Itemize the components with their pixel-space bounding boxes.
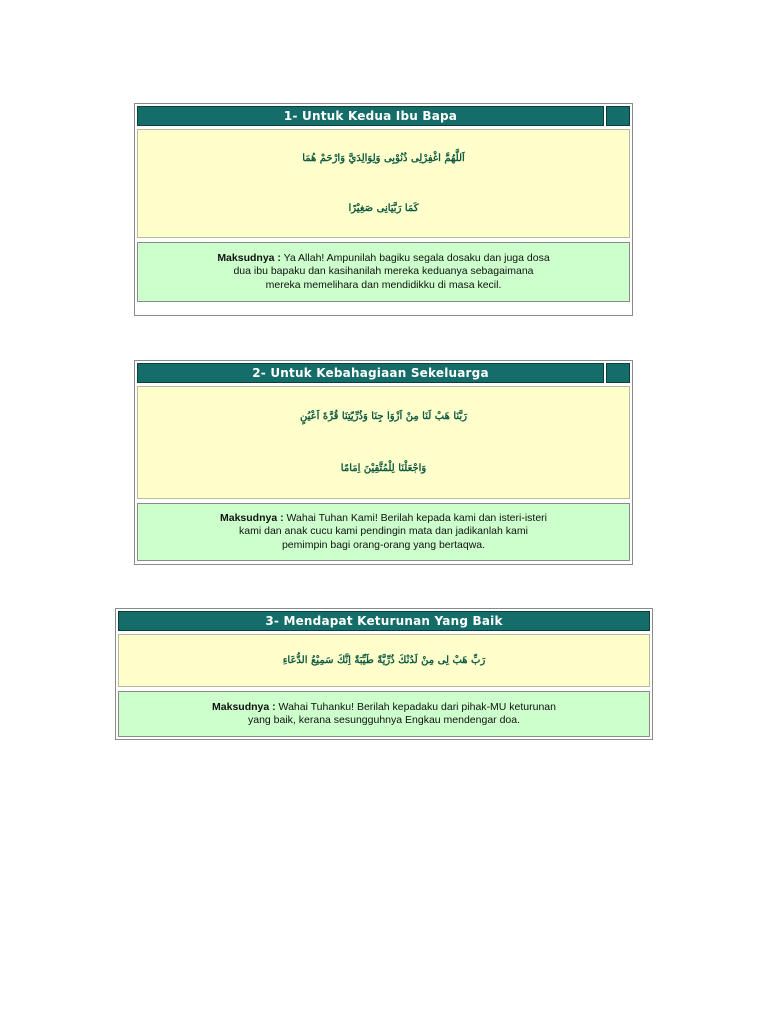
arabic-line: رَبَّنَا هَبْ لَنَا مِنْ اَزْوَا جِنَا وَذُرِّيّتِنَا قُرَّةَ اَعْيُنٍ bbox=[299, 410, 468, 422]
card-header bbox=[137, 106, 630, 126]
doa-card-1 bbox=[134, 103, 633, 316]
meaning-line bbox=[138, 252, 629, 266]
meaning-text: Wahai Tuhan Kami! Berilah kepada kami dan isteri-isteri bbox=[286, 511, 547, 524]
arabic-line: كَمَا رَبَّيَانِى صَغِيْرًا bbox=[348, 202, 419, 214]
meaning-line: dua ibu bapaku dan kasihanilah mereka keduanya sebagaimana bbox=[233, 265, 534, 278]
meaning-line: kami dan anak cucu kami pendingin mata dan jadikanlah kami bbox=[239, 525, 528, 538]
meaning-label: Maksudnya : bbox=[219, 511, 284, 524]
meaning-text: Wahai Tuhanku! Berilah kepadaku dari pihak-MU keturunan bbox=[278, 700, 556, 713]
meaning-box bbox=[137, 503, 630, 561]
arabic-text bbox=[137, 386, 630, 499]
arabic-line: رَبِّ هَبْ لِى مِنْ لَدُنْكَ ذُرِّيَّةً طَيِّبَةً اِنَّكَ سَمِيْعُ الدُّعَاءِ bbox=[282, 654, 486, 666]
card-title: 1- Untuk Kedua Ibu Bapa bbox=[137, 106, 604, 126]
header-corner-block bbox=[606, 363, 630, 383]
meaning-label: Maksudnya : bbox=[212, 700, 276, 713]
arabic-line: وَاجْعَلْنَا لِلْمُتَّقِيْنَ اِمَامًا bbox=[340, 462, 427, 474]
header-corner-block bbox=[606, 106, 630, 126]
meaning-text: Ya Allah! Ampunilah bagiku segala dosaku dan juga dosa bbox=[283, 251, 550, 264]
meaning-line bbox=[138, 512, 629, 526]
card-title: 2- Untuk Kebahagiaan Sekeluarga bbox=[137, 363, 604, 383]
meaning-line: mereka memelihara dan mendidikku di masa kecil. bbox=[265, 278, 502, 291]
arabic-text bbox=[118, 634, 650, 687]
meaning-label: Maksudnya : bbox=[217, 251, 281, 264]
card-header bbox=[118, 611, 650, 631]
meaning-line: yang baik, kerana sesungguhnya Engkau mendengar doa. bbox=[247, 714, 521, 726]
doa-card-3 bbox=[115, 608, 653, 740]
doa-card-2 bbox=[134, 360, 633, 565]
meaning-box bbox=[137, 242, 630, 302]
card-header bbox=[137, 363, 630, 383]
meaning-line: pemimpin bagi orang-orang yang bertaqwa. bbox=[281, 538, 486, 551]
arabic-line: اَللَّهُمَّ اغْفِرْلِى ذُنُوْبِى وَلِوَالِدَيَّ وَارْحَمْ هُمَا bbox=[302, 152, 465, 164]
meaning-line bbox=[119, 701, 649, 715]
meaning-box bbox=[118, 691, 650, 737]
arabic-text bbox=[137, 129, 630, 238]
card-title: 3- Mendapat Keturunan Yang Baik bbox=[118, 611, 650, 631]
